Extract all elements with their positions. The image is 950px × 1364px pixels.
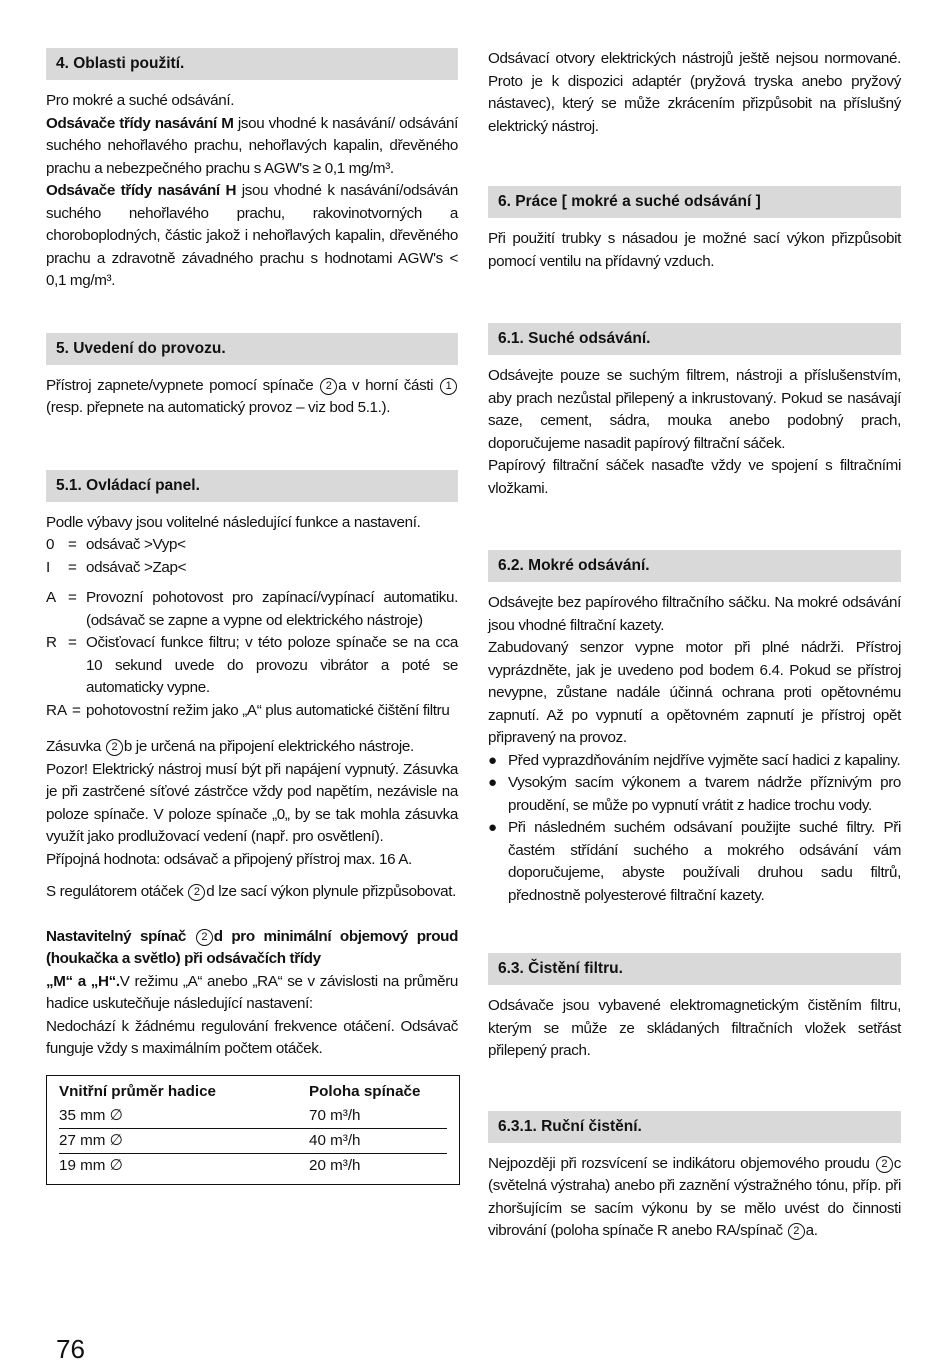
bullet-text: Před vyprazdňováním nejdříve vyjměte sací hadici z kapaliny. xyxy=(508,751,901,769)
table-row xyxy=(59,1129,447,1154)
mh-text: V režimu „A“ anebo „RA“ se v závislosti na průměru hadice uskutečňuje následující nastavení: xyxy=(46,972,459,1012)
circled-number-2: 2 xyxy=(196,929,213,946)
section-heading-6-2: 6.2. Mokré odsávání. xyxy=(488,550,901,582)
socket-paragraph xyxy=(46,736,458,759)
definition-value: Provozní pohotovost pro zapínací/vypínací automatiku. (odsávač se zapne a vypne od elektrického nástroje) xyxy=(86,589,458,629)
socket-text-b: b je určená na připojení elektrického nástroje. xyxy=(123,738,414,755)
table-cell-diameter: 35 mm ∅ xyxy=(59,1106,123,1124)
definition-row xyxy=(46,587,458,632)
definition-value: odsávač >Vyp< xyxy=(86,536,186,553)
definition-value: odsávač >Zap< xyxy=(86,558,187,576)
s631-paragraph xyxy=(488,1153,901,1243)
list-item xyxy=(488,772,901,817)
section-heading-6: 6. Práce [ mokré a suché odsávání ] xyxy=(488,186,901,218)
switch-definitions-auto xyxy=(46,587,458,722)
table-cell-position: 20 m³/h xyxy=(309,1156,361,1174)
table-cell-position: 70 m³/h xyxy=(309,1106,361,1124)
definition-value: Očisťovací funkce filtru; v této poloze spínače se na cca 10 sekund uvede do provozu vibrátor a poté se automaticky vypne. xyxy=(86,634,458,696)
s4-class-h-label: Odsávače třídy nasávání H xyxy=(46,182,237,199)
definition-key: RA xyxy=(46,701,68,719)
s4-class-h-text: jsou vhodné k nasávání/odsáván suchého nehořlavého prachu, rakovinotvorných a choroboplodných, částic jakož i nehořlavých kapalin, dřevěného prachu a zdravotně závadného prachu s hodnotami AGW's < 0,1 mg/m³. xyxy=(46,182,458,289)
bullet-icon: ● xyxy=(488,774,498,791)
table-cell-position: 40 m³/h xyxy=(309,1131,361,1149)
section-heading-5-1: 5.1. Ovládací panel. xyxy=(46,470,458,502)
section-heading-6-1: 6.1. Suché odsávání. xyxy=(488,323,901,355)
table-cell-diameter: 27 mm ∅ xyxy=(59,1131,123,1149)
s6-paragraph: Při použití trubky s násadou je možné sací výkon přizpůsobit pomocí ventilu na přídavný vzduch. xyxy=(488,230,901,270)
s5-paragraph xyxy=(46,375,458,420)
definition-key: A xyxy=(46,589,57,606)
s5-text-c: (resp. přepnete na automatický provoz – viz bod 5.1.). xyxy=(46,399,391,416)
table-header-diameter: Vnitřní průměr hadice xyxy=(59,1082,216,1100)
circled-number-2: 2 xyxy=(188,884,205,901)
warning-paragraph: Pozor! Elektrický nástroj musí být při napájení vypnutý. Zásuvka je při zastrčené síťové zástrčce vždy pod napětím, nezávisle na poloze spínače. V poloze spínače „0„ by se tak mohla zásuvka využít jako prodlužovací vedení (např. pro osvětlení). xyxy=(46,760,458,845)
hose-diameter-table xyxy=(46,1075,460,1185)
mh-label: „M“ a „H“. xyxy=(46,972,120,990)
circled-number-2: 2 xyxy=(876,1156,893,1173)
s631-text-b: c (světelná výstraha) anebo při zaznění výstražného tónu, příp. při zhoršujícím se sacím výkonu by se mělo uvést do činnosti vibrování (poloha spínače R anebo RA/spínač xyxy=(488,1154,901,1239)
s62-paragraph-2: Zabudovaný senzor vypne motor při plné nádrži. Přístroj vyprázdněte, jak je uvedeno pod bodem 6.4. Pokud se přístroj nevypne, zůstane nadále účinná ochrana proti opětovnému zapnutí. Až po vypnutí a opětovném zapnutí je přístroj opět připravený na provoz. xyxy=(488,639,901,746)
s61-paragraph-1: Odsávejte pouze se suchým filtrem, nástroji a příslušenstvím, aby prach nezůstal přilepený a inkrustovaný. Pokud se nasávají saze, cement, sádra, mouka anebo podobný prach, doporučujeme nasadit papírový filtrační sáček. xyxy=(488,367,901,452)
s51-intro: Podle výbavy jsou volitelné následující funkce a nastavení. xyxy=(46,513,421,531)
mh-paragraph xyxy=(46,971,458,1016)
regulator-text-b: d lze sací výkon plynule přizpůsobovat. xyxy=(206,883,456,900)
definition-row xyxy=(46,534,458,557)
section-heading-5: 5. Uvedení do provozu. xyxy=(46,333,458,365)
list-item xyxy=(488,750,901,773)
table-cell-diameter: 19 mm ∅ xyxy=(59,1156,123,1174)
s631-text-c: a. xyxy=(805,1222,818,1239)
definition-equals: = xyxy=(68,634,77,651)
regulator-paragraph xyxy=(46,881,458,904)
s62-paragraph-1: Odsávejte bez papírového filtračního sáčku. Na mokré odsávání jsou vhodné filtrační kazety. xyxy=(488,594,901,634)
definition-key: R xyxy=(46,634,57,651)
section-heading-4: 4. Oblasti použití. xyxy=(46,48,458,80)
adapter-paragraph: Odsávací otvory elektrických nástrojů ještě nejsou normované. Proto je k dispozici adaptér (pryžová tryska anebo pryžový nástavec), který se může zkrácením přizpůsobit na příslušný elektrický nástroj. xyxy=(488,50,901,135)
definition-row xyxy=(46,557,458,580)
s4-class-m-label: Odsávače třídy nasávání M xyxy=(46,114,234,132)
table-header-row xyxy=(59,1080,447,1104)
regulator-text-a: S regulátorem otáček xyxy=(46,883,188,900)
s5-text-a: Přístroj zapnete/vypnete pomocí spínače xyxy=(46,376,320,394)
connection-value: Přípojná hodnota: odsávač a připojený přístroj max. 16 A. xyxy=(46,850,412,868)
definition-value: pohotovostní režim jako „A“ plus automatické čištění filtru xyxy=(86,701,450,719)
definition-equals: = xyxy=(72,701,81,719)
circled-number-2: 2 xyxy=(106,739,123,756)
bullet-icon: ● xyxy=(488,819,498,836)
circled-number-2: 2 xyxy=(788,1223,805,1240)
table-header-position: Poloha spínače xyxy=(309,1082,421,1100)
s4-paragraph-1: Pro mokré a suché odsávání. xyxy=(46,92,235,109)
s63-paragraph: Odsávače jsou vybavené elektromagnetickým čistěním filtru, kterým se může ze skládaných filtračních vložek setřást přilepený prach. xyxy=(488,997,901,1059)
definition-key: I xyxy=(46,558,51,576)
s4-paragraph-3 xyxy=(46,180,458,293)
switch-definitions-basic xyxy=(46,534,458,579)
circled-number-2: 2 xyxy=(320,378,337,395)
switch-heading xyxy=(46,926,458,971)
switch-heading-a: Nastavitelný spínač xyxy=(46,927,195,945)
s631-text-a: Nejpozději při rozsvícení se indikátoru objemového proudu xyxy=(488,1154,875,1172)
bullet-text: Při následném suchém odsávaní použijte suché filtry. Při častém střídání suchého a mokrého odsávání vám doporučujeme, abyste používali druhou sadu filtrů, přednostně polyesterové filtrační kazety. xyxy=(508,819,901,904)
bullet-icon: ● xyxy=(488,751,498,769)
switch-heading-b: d pro minimální objemový proud (houkačka a světlo) při odsávačích třídy xyxy=(46,927,458,967)
definition-row xyxy=(46,632,458,700)
table-row xyxy=(59,1104,447,1129)
definition-equals: = xyxy=(68,558,77,576)
circled-number-1: 1 xyxy=(440,378,457,395)
s4-paragraph-2 xyxy=(46,113,458,181)
page-number: 76 xyxy=(56,1334,85,1364)
definition-equals: = xyxy=(68,589,77,606)
definition-equals: = xyxy=(68,536,77,553)
list-item xyxy=(488,817,901,907)
s4-class-m-text: jsou vhodné k nasávání/ odsávání suchého nehořlavého prachu, nehořlavých kapalin, dřevěného prachu a nebezpečného prachu s AGW's ≥ 0,1 mg/m³. xyxy=(46,114,458,177)
socket-text-a: Zásuvka xyxy=(46,738,105,755)
s61-paragraph-2: Papírový filtrační sáček nasaďte vždy ve spojení s filtračními vložkami. xyxy=(488,457,901,497)
s5-text-b: a v horní části xyxy=(338,376,439,394)
section-heading-6-3: 6.3. Čistění filtru. xyxy=(488,953,901,985)
rpm-note: Nedochází k žádnému regulování frekvence otáčení. Odsávač funguje vždy s maximálním počtem otáček. xyxy=(46,1017,458,1057)
table-row xyxy=(59,1154,447,1178)
right-column xyxy=(488,48,901,1243)
section-heading-6-3-1: 6.3.1. Ruční čistění. xyxy=(488,1111,901,1143)
left-column xyxy=(46,48,458,1185)
definition-key: 0 xyxy=(46,536,55,553)
definition-row xyxy=(46,700,458,723)
bullet-text: Vysokým sacím výkonem a tvarem nádrže příznivým pro proudění, se může po vypnutí vrátit z hadice trochu vody. xyxy=(508,774,901,814)
